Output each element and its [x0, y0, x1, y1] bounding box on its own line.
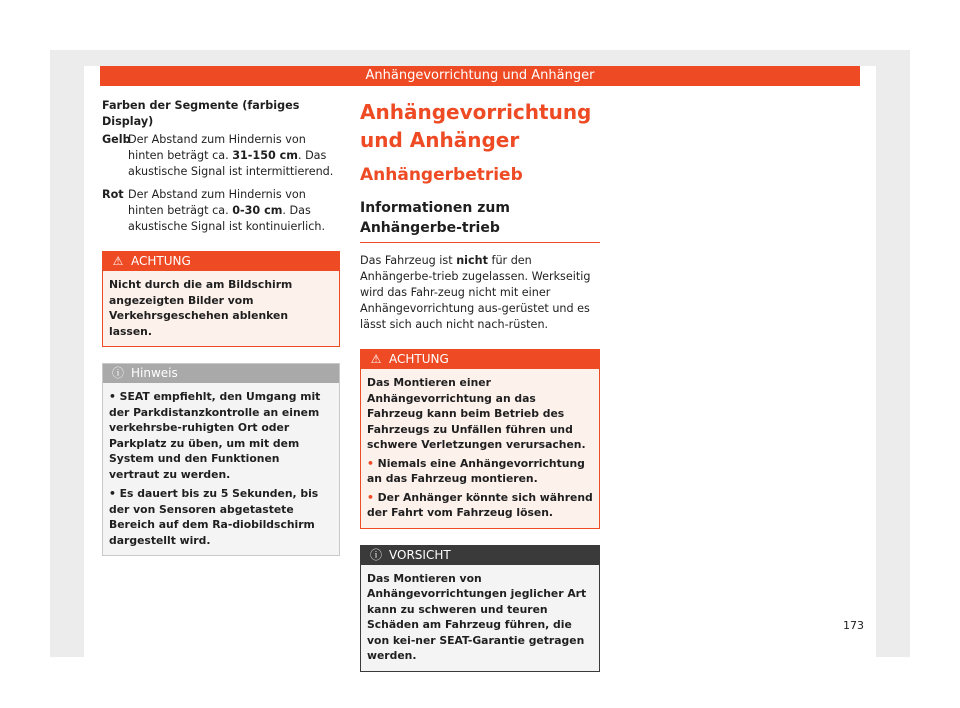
- hinweis-title: Hinweis: [131, 366, 178, 380]
- chapter-title: Anhängevorrichtung und Anhänger: [360, 100, 592, 152]
- hinweis-item: • Es dauert bis zu 5 Sekunden, bis der von Sensoren abgetastete Bereich auf dem Ra-diobildschirm dargestellt wird.: [109, 487, 319, 547]
- segment-text-end: . Das akustische Signal ist kontinuierlich.: [128, 204, 326, 233]
- achtung-box-left: [102, 251, 340, 347]
- subsection-title: Informationen zum Anhängerbe-trieb: [360, 198, 600, 243]
- achtung-item: • Der Anhänger könnte sich während der Fahrt vom Fahrzeug lösen.: [367, 490, 593, 519]
- intro-paragraph: Das Fahrzeug ist nicht für den Anhängerbe-trieb zugelassen. Werkseitig wird das Fahr-zeug nicht mit einer Anhängevorrichtung aus-gerüstet und es lässt sich auch nicht nach-rüsten.: [360, 254, 591, 331]
- hinweis-box: [102, 363, 340, 556]
- achtung-text: Nicht durch die am Bildschirm angezeigten Bilder vom Verkehrsgeschehen ablenken lassen.: [103, 271, 339, 346]
- right-column: [360, 98, 600, 672]
- segment-text-end: . Das akustische Signal ist intermittierend.: [128, 149, 334, 178]
- vorsicht-title: VORSICHT: [389, 547, 451, 562]
- vorsicht-text: Das Montieren von Anhängevorrichtungen jeglicher Art kann zu schweren und teuren Schäden am Fahrzeug führen, die von kei-ner SEAT-Garantie getragen werden.: [361, 565, 599, 671]
- segment-text: Der Abstand zum Hindernis von hinten beträgt ca.: [128, 188, 306, 217]
- segment-label: Rot: [102, 188, 124, 201]
- page-number: 173: [843, 619, 864, 632]
- segments-heading: Farben der Segmente (farbiges Display): [102, 99, 300, 128]
- achtung-item: • Niemals eine Anhängevorrichtung an das Fahrzeug montieren.: [367, 456, 585, 485]
- achtung-title: ACHTUNG: [131, 254, 191, 268]
- info-icon: ⓘ: [111, 366, 124, 380]
- achtung-intro: Das Montieren einer Anhängevorrichtung an das Fahrzeug kann beim Betrieb des Fahrzeugs zu Unfällen führen und schwere Verletzungen verursachen.: [367, 376, 586, 451]
- caution-icon: ⓘ: [369, 547, 382, 562]
- achtung-title: ACHTUNG: [389, 352, 449, 366]
- achtung-box-right: [360, 349, 600, 529]
- segment-value: 0-30 cm: [232, 204, 283, 217]
- warning-triangle-icon: ⚠: [112, 254, 124, 268]
- vorsicht-box: [360, 545, 600, 672]
- section-title: Anhängerbetrieb: [360, 165, 523, 185]
- hinweis-item: • SEAT empfiehlt, den Umgang mit der Parkdistanzkontrolle an einem verkehrsbe-ruhigten Ort oder Parkplatz zu üben, um mit dem System und den Funktionen vertraut zu werden.: [109, 390, 321, 481]
- header-title: Anhängevorrichtung und Anhänger: [100, 66, 860, 86]
- left-column: [102, 98, 340, 556]
- segment-red: [102, 187, 340, 235]
- segment-label: Gelb: [102, 133, 131, 146]
- segment-text: Der Abstand zum Hindernis von hinten beträgt ca.: [128, 133, 306, 162]
- warning-triangle-icon: ⚠: [370, 352, 382, 366]
- segment-value: 31-150 cm: [232, 149, 298, 162]
- segment-yellow: [102, 132, 340, 180]
